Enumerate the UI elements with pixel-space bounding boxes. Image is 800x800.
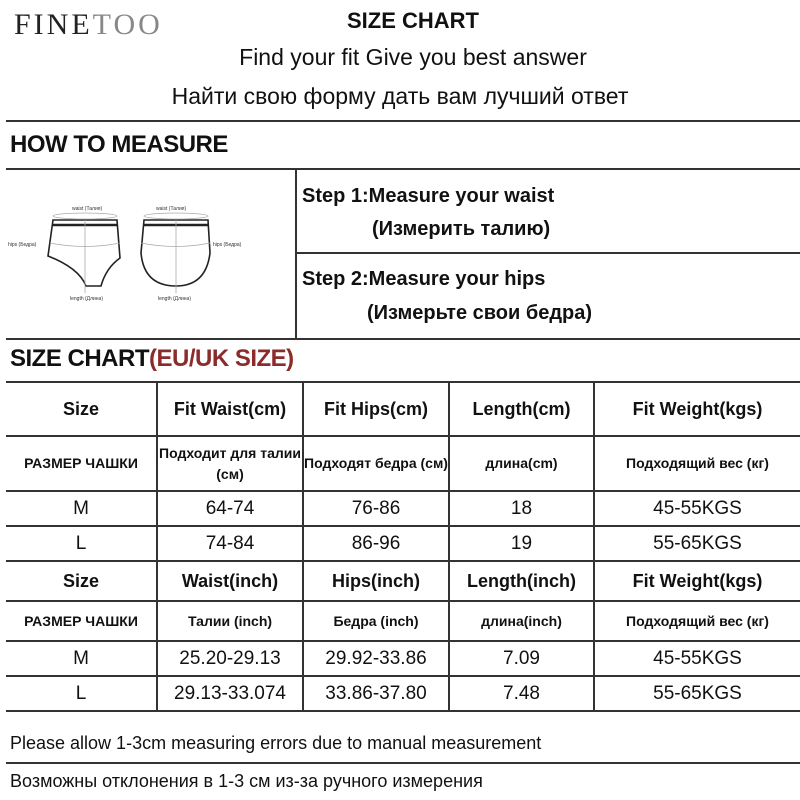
note-ru: Возможны отклонения в 1-3 см из-за ручного измерения <box>10 771 483 791</box>
size-table <box>6 381 800 712</box>
divider <box>295 168 297 340</box>
table-cell: L <box>6 526 157 561</box>
svg-text:length (Длина): length (Длина) <box>70 296 103 302</box>
how-to-measure-heading: HOW TO MEASURE <box>10 131 228 158</box>
svg-text:waist (Талия): waist (Талия) <box>72 206 103 212</box>
table-header-cm <box>6 382 800 436</box>
header-cell: Length(cm) <box>449 382 594 436</box>
divider <box>296 252 800 254</box>
logo-dark-text: FINE <box>14 8 93 41</box>
table-cell: M <box>6 491 157 526</box>
header-cell: Подходят бедра (см) <box>303 436 449 491</box>
header-cell: Fit Weight(kgs) <box>594 382 800 436</box>
table-cell: 45-55KGS <box>594 641 800 676</box>
table-header-inch-ru <box>6 601 800 641</box>
table-header-inch <box>6 561 800 601</box>
step-1-ru-label: (Измерить талию) <box>372 218 551 240</box>
header-cell: Size <box>6 382 157 436</box>
step-2-ru-label: (Измерьте свои бедра) <box>367 302 593 324</box>
subtitle-en: Find your fit Give you best answer <box>239 44 587 70</box>
header-cell: длина(inch) <box>449 601 594 641</box>
size-chart-region: (EU/UK SIZE) <box>149 345 294 372</box>
size-chart-heading-text: SIZE CHART <box>10 345 149 372</box>
table-cell: 29.13-33.074 <box>157 676 303 711</box>
divider <box>6 168 800 170</box>
table-cell: 45-55KGS <box>594 491 800 526</box>
svg-text:hips (Бедра): hips (Бедра) <box>213 242 242 248</box>
subtitle-ru: Найти свою форму дать вам лучший ответ <box>171 83 629 109</box>
header-cell: Length(inch) <box>449 561 594 601</box>
header-cell: Hips(inch) <box>303 561 449 601</box>
header-cell: Fit Waist(cm) <box>157 382 303 436</box>
table-cell: L <box>6 676 157 711</box>
header-cell: Талии (inch) <box>157 601 303 641</box>
page-title: SIZE CHART <box>347 8 479 33</box>
header-cell: Подходит для талии (см) <box>157 436 303 491</box>
svg-text:length (Длина): length (Длина) <box>158 296 191 302</box>
table-cell: 29.92-33.86 <box>303 641 449 676</box>
table-row <box>6 491 800 526</box>
svg-text:hips (Бедра): hips (Бедра) <box>8 242 37 248</box>
measurement-diagram <box>6 198 256 308</box>
table-cell: 18 <box>449 491 594 526</box>
size-chart-heading <box>10 345 294 373</box>
divider <box>6 120 800 122</box>
header-cell: Подходящий вес (кг) <box>594 436 800 491</box>
header-cell: Fit Hips(cm) <box>303 382 449 436</box>
divider <box>6 338 800 340</box>
table-cell: 74-84 <box>157 526 303 561</box>
table-cell: M <box>6 641 157 676</box>
header-cell: Fit Weight(kgs) <box>594 561 800 601</box>
table-cell: 76-86 <box>303 491 449 526</box>
header-cell: Бедра (inch) <box>303 601 449 641</box>
table-cell: 7.09 <box>449 641 594 676</box>
step-2-label: Step 2:Measure your hips <box>302 268 546 290</box>
header-cell: РАЗМЕР ЧАШКИ <box>6 436 157 491</box>
header-cell: Size <box>6 561 157 601</box>
divider <box>6 762 800 764</box>
table-row <box>6 641 800 676</box>
table-cell: 25.20-29.13 <box>157 641 303 676</box>
table-cell: 55-65KGS <box>594 676 800 711</box>
header-cell: РАЗМЕР ЧАШКИ <box>6 601 157 641</box>
table-row <box>6 676 800 711</box>
table-cell: 33.86-37.80 <box>303 676 449 711</box>
svg-text:waist (Талия): waist (Талия) <box>156 206 187 212</box>
table-header-cm-ru <box>6 436 800 491</box>
table-cell: 64-74 <box>157 491 303 526</box>
step-1-label: Step 1:Measure your waist <box>302 185 555 207</box>
header-cell: Подходящий вес (кг) <box>594 601 800 641</box>
note-en: Please allow 1-3cm measuring errors due to manual measurement <box>10 733 542 753</box>
logo-light-text: TOO <box>92 8 163 41</box>
table-cell: 55-65KGS <box>594 526 800 561</box>
table-cell: 19 <box>449 526 594 561</box>
table-cell: 7.48 <box>449 676 594 711</box>
table-row <box>6 526 800 561</box>
header-cell: длина(cm) <box>449 436 594 491</box>
header-cell: Waist(inch) <box>157 561 303 601</box>
table-cell: 86-96 <box>303 526 449 561</box>
